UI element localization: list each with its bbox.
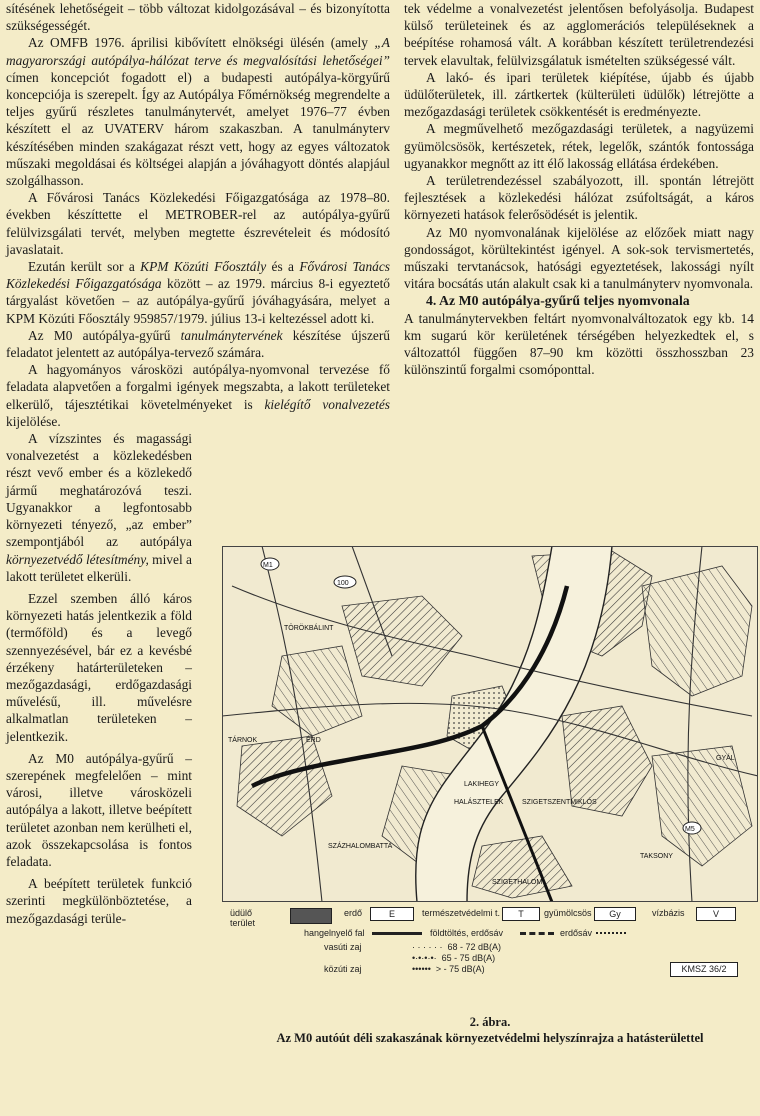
legend-code-box: T [502, 907, 540, 921]
map-label: LAKIHEGY [464, 781, 500, 788]
paragraph: Az M0 autópálya-gyűrű – szerepének megfelelően – mint városi, illetve városközeli autópálya a lakott, illetve beépített területet azonban nem kerülheti el, azok összekapcsolása is fontos feladata. [6, 750, 192, 869]
legend-swatch-holiday [290, 908, 332, 924]
legend-label: erdősáv [560, 928, 593, 938]
m5-road-marker [683, 822, 701, 834]
map-label: 100 [337, 580, 349, 587]
legend-line-noise-wall [372, 932, 422, 935]
paragraph: Ezután került sor a KPM Közúti Főosztály és a Fővárosi Tanács Közlekedési Főigazgatósága között – az 1979. március 8-i egyeztető tárgyalást követően – az autópálya-gyűrű jóváhagyására, melyet a KPM Közúti Főosztály 959857/1979. július 13-i keltezéssel adott ki. [6, 259, 390, 326]
legend-label: hangelnyelő fal [304, 928, 365, 938]
right-column [404, 0, 754, 378]
legend-label: üdülő terület [230, 908, 256, 928]
map-legend [222, 906, 758, 1002]
map-label: TÖRÖKBÁLINT [284, 625, 334, 632]
map-label: SZIGETHALOM [492, 879, 543, 886]
legend-label: természetvédelmi t. [422, 908, 501, 918]
paragraph: A vízszintes és magassági vonalvezetést a közlekedésben részt vevő ember és a közlekedő jármű meghatározóvá teszi. Ugyanakkor a legfontosabb környezeti tényező, „az ember” szempontjából az autópálya környezetvédő létesítmény, mivel a lakott területet elkerüli. [6, 431, 192, 584]
legend-label: •••••• > - 75 dB(A) [412, 964, 485, 974]
legend-label: gyümölcsös [544, 908, 592, 918]
legend-code-box: Gy [594, 907, 636, 921]
figure-title: Az M0 autóút déli szakaszának környezetvédelmi helyszínrajza a hatásterülettel [276, 1031, 704, 1045]
map-label: M5 [685, 826, 695, 833]
legend-label: erdő [344, 908, 363, 918]
paragraph: A lakó- és ipari területek kiépítése, újabb és újabb üdülőterületek, ill. zártkertek (külterületi üdülők) létrejötte a mezőgazdasági területek csökkentését is eredményezte. [404, 69, 754, 120]
paragraph: A megművelhető mezőgazdasági területek, a nagyüzemi gyümölcsösök, kertészetek, rétek, legelők, szántók fontossága ugyanakkor megnőtt az itt élő lakosság ellátása érdekében. [404, 121, 754, 171]
road-100-marker [334, 576, 356, 588]
paragraph: sítésének lehetőségeit – több változat kidolgozásával – és bizonyította szükségességét. [6, 1, 390, 34]
paragraph: A hagyományos városközi autópálya-nyomvonal tervezése fő feladata alapvetően a forgalmi igények megszabta, a lakott területeket elkerülő, tájesztétikai követelményeket is kielégítő vonalvezetés kijelölése. [6, 362, 390, 429]
map-label: M1 [263, 562, 273, 569]
map-label: GYÁL [716, 755, 735, 762]
paragraph: A beépített területek funkció szerinti megkülönböztetése, a mezőgazdasági terüle- [6, 876, 192, 926]
paragraph: A területrendezéssel szabályozott, ill. spontán létrejött fejlesztések a közlekedési hálózat zsúfoltságát, a káros környezeti hatások felerősödését is jelentik. [404, 173, 754, 223]
legend-label: földtöltés, erdősáv [430, 928, 504, 938]
legend-label: vasúti zaj [324, 942, 362, 952]
paragraph: Az M0 nyomvonalának kijelölése az előzőek miatt nagy gondosságot, körültekintést igényel. A sok-sok tervismertetés, műszaki tervtanácsok, hatósági egyeztetések, lakossági nyílt vitára bocsátás után alakult csak ki a tanulmányterv nyomvonala. [404, 224, 754, 292]
paragraph: Ezzel szemben álló káros környezeti hatás jelentkezik a föld (termőföld) és a levegő szennyezésével, bár ez a kevésbé érzékeny határterületeken – mezőgazdasági, erdőgazdasági művelésű, ill. művelésre alkalmatlan területeken – jelentkezik. [6, 590, 192, 744]
section-heading: 4. Az M0 autópálya-gyűrű teljes nyomvonala [426, 293, 690, 309]
paragraph: A Fővárosi Tanács Közlekedési Főigazgatósága az 1978–80. években készíttette el METROBER-rel az autópálya-gyűrű felülvizsgálati tervét, melyben megtette észrevételeit és módosító javaslatait. [6, 190, 390, 257]
map-label: TAKSONY [640, 853, 673, 860]
legend-label: •·•·•·•· 65 - 75 dB(A) [412, 953, 496, 963]
map-label: SZÁZHALOMBATTA [328, 843, 393, 850]
narrow-text-block [6, 430, 192, 927]
environmental-site-map [222, 546, 758, 902]
legend-line-earthwork [520, 932, 554, 935]
map-label: TÁRNOK [228, 737, 258, 744]
map-code-box: KMSZ 36/2 [670, 962, 738, 977]
legend-label: · · · · · · 68 - 72 dB(A) [412, 942, 502, 952]
figure-caption [222, 1014, 758, 1046]
map-label: ÉRD [306, 737, 321, 744]
legend-line-forest-strip [596, 932, 626, 934]
m1-road-marker [261, 558, 279, 570]
legend-label: vízbázis [652, 908, 685, 918]
map-label: HALÁSZTELEK [454, 799, 504, 806]
paragraph: tek védelme a vonalvezetést jelentősen befolyásolja. Budapest külső területeinek és az agglomerációs településeknek a beépítése rohamosá vált. A korábban készített területrendezési tervek elavultak, felülvizsgálatuk ismételten szükségessé vált. [404, 1, 754, 68]
legend-code-box: V [696, 907, 736, 921]
paragraph: Az M0 autópálya-gyűrű tanulmánytervének készítése újszerű feladatot jelentett az autópálya-tervező számára. [6, 327, 390, 361]
figure-number: 2. ábra. [469, 1015, 511, 1029]
map-label: SZIGETSZENTMIKLÓS [522, 799, 597, 806]
legend-label: közúti zaj [324, 964, 362, 974]
paragraph: A tanulmánytervekben feltárt nyomvonalváltozatok egy kb. 14 km sugarú kör kerületének térségében helyezkedtek el, s változattól függően 87–90 km közötti összhosszban 23 különszintű forgalmi csomóponttal. [404, 310, 754, 378]
legend-code-box: E [370, 907, 414, 921]
paragraph: Az OMFB 1976. áprilisi kibővített elnökségi ülésén (amely „A magyarországi autópálya-hálózat terve és megvalósítási lehetőségei” címen koncepciót fogadott el) a budapesti autópálya-körgyűrű koncepciója is szerepelt. Így az Autópálya Főmérnökség megrendelte a teljes gyűrű részletes tanulmánytervét, amelyet 1976–77 évben készített el az UVATERV három szakaszban. A tanulmányterv készítésében minden szakágazat részt vett, hogy az egyes változatok műszaki megoldásai és költségei alapján a jóváhagyott döntés alapjául szolgálhasson. [6, 35, 390, 189]
